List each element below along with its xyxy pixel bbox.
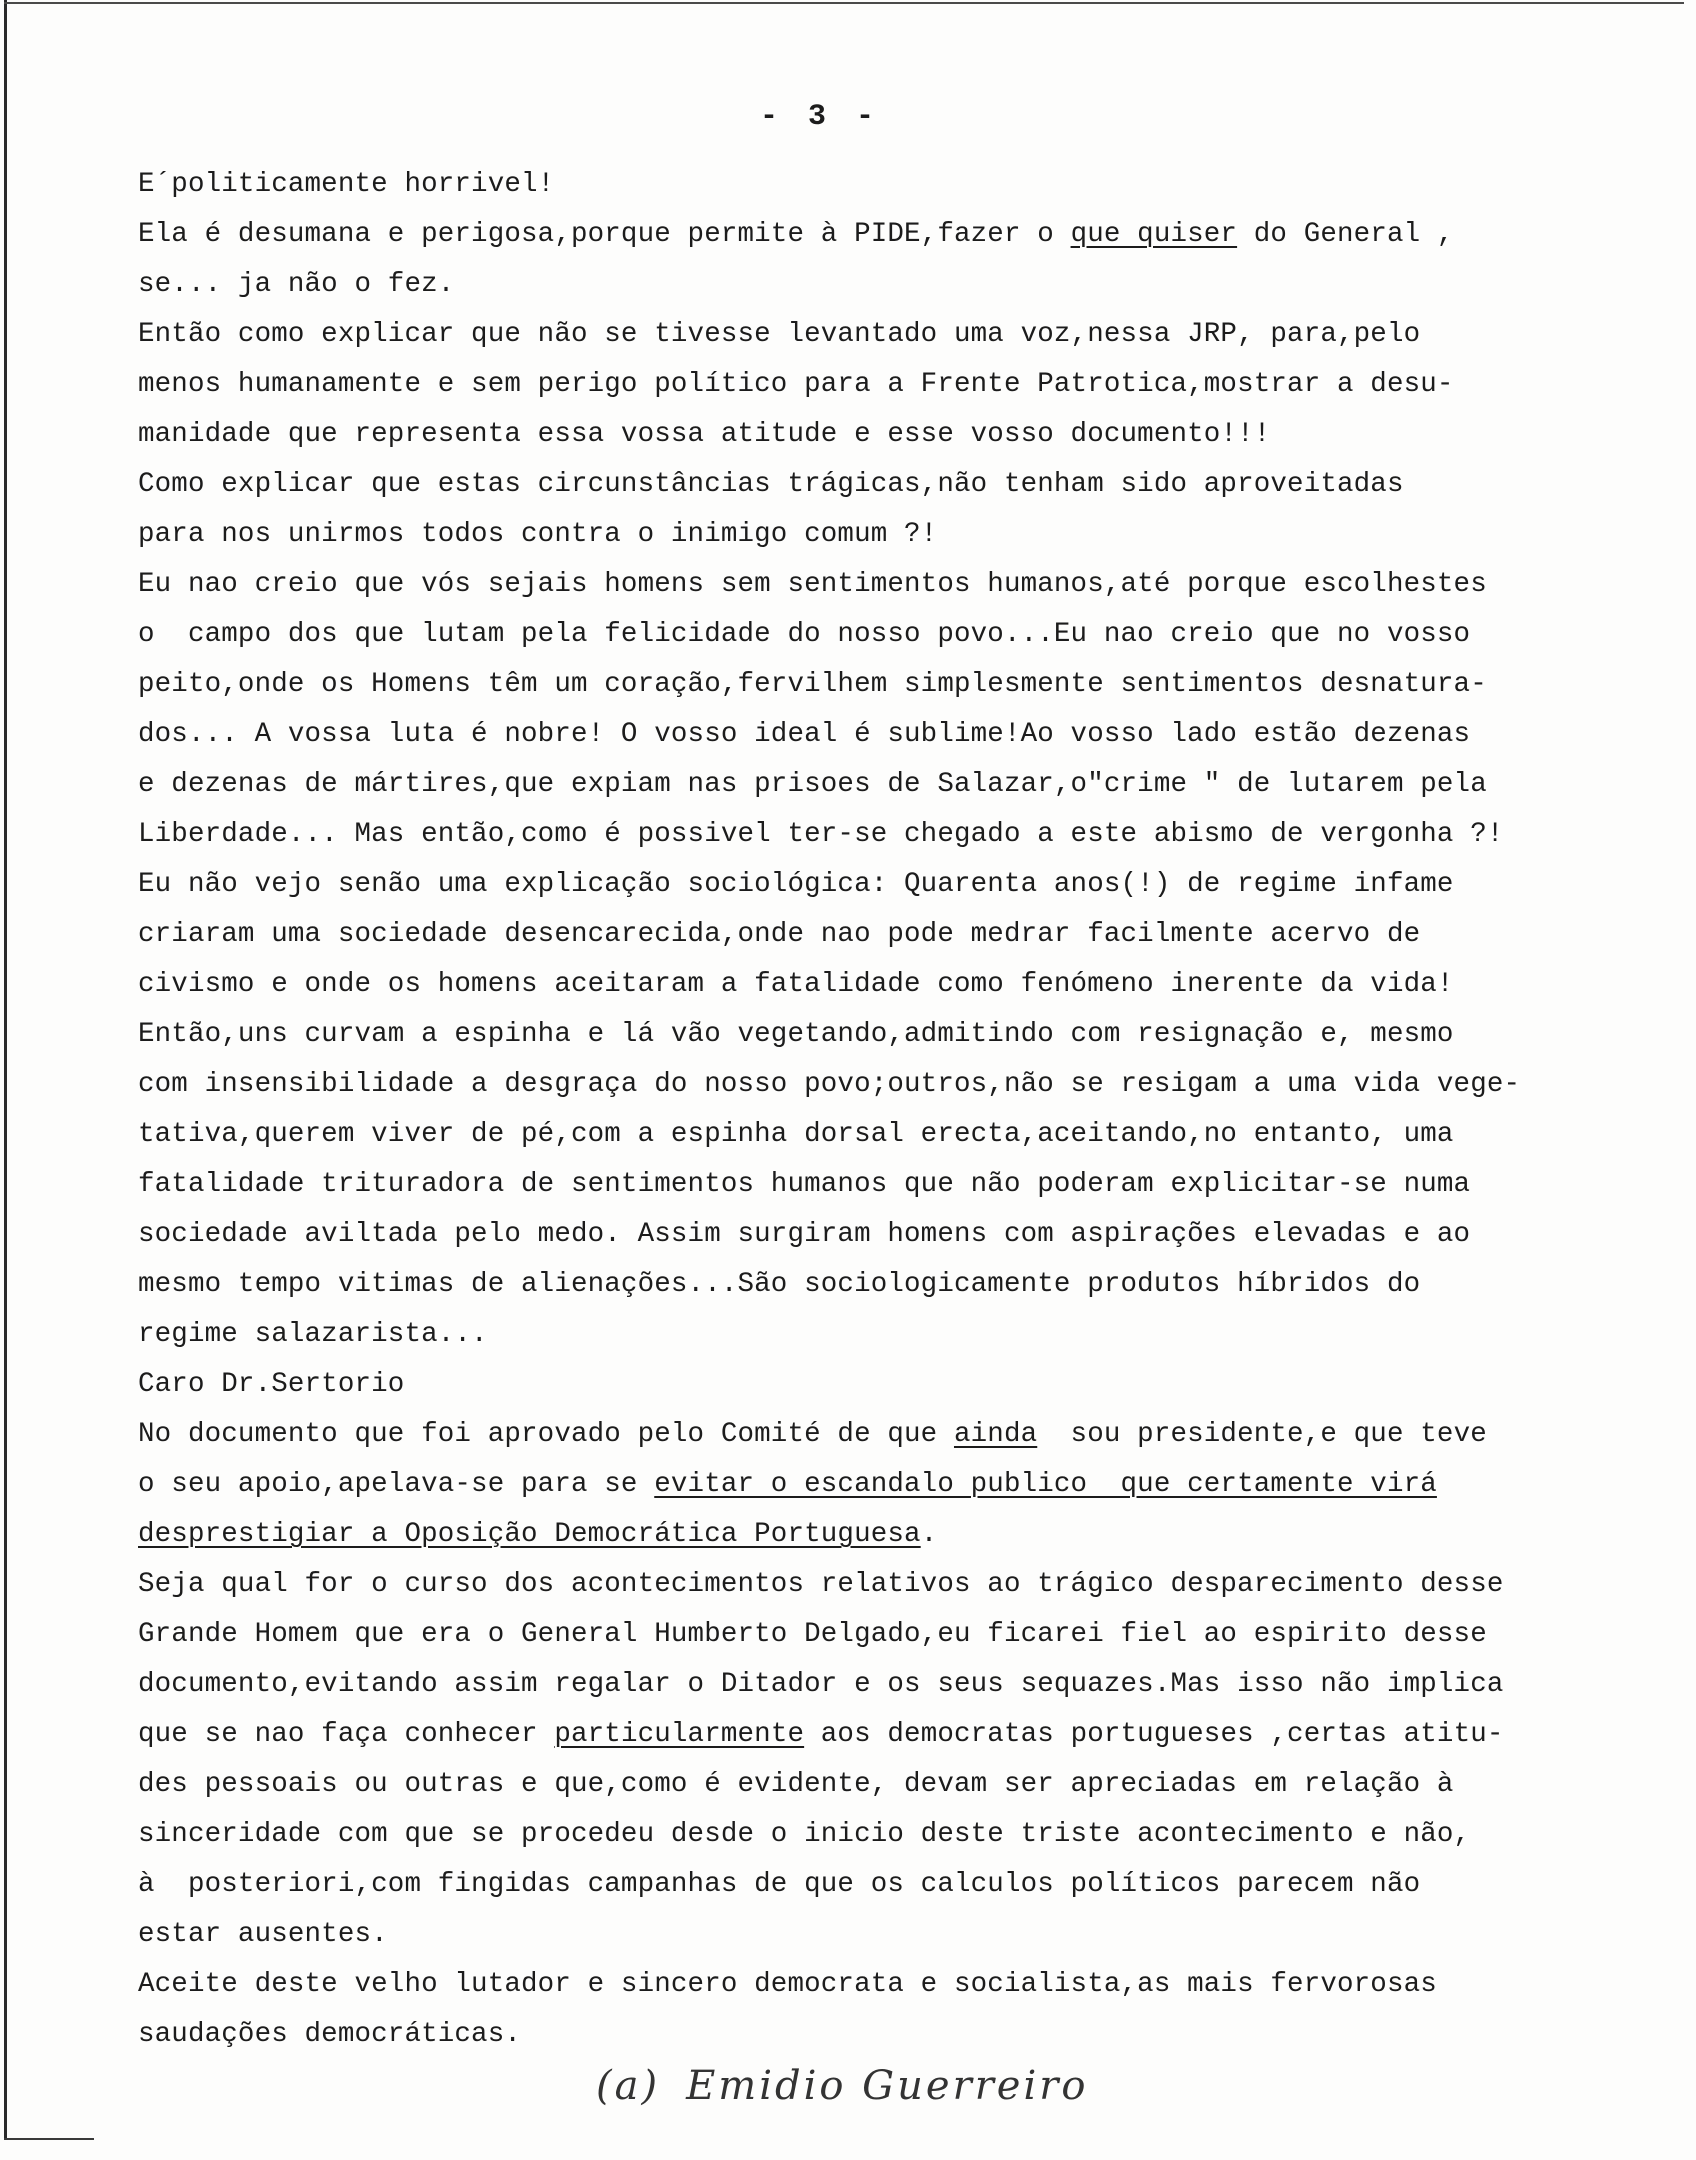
text-segment: Ela é desumana e perigosa,porque permite à PIDE,fazer o	[138, 219, 1071, 250]
text-line: civismo e onde os homens aceitaram a fatalidade como fenómeno inerente da vida!	[138, 969, 1454, 1000]
page-top-edge	[4, 2, 1684, 4]
text-line	[138, 210, 1658, 260]
text-line: para nos unirmos todos contra o inimigo comum ?!	[138, 519, 938, 550]
text-segment: do General ,	[1237, 219, 1454, 250]
text-segment: sou presidente,e que teve	[1037, 1419, 1487, 1450]
text-line: o campo dos que lutam pela felicidade do nosso povo...Eu nao creio que no vosso	[138, 619, 1471, 650]
text-line	[138, 1510, 1658, 1560]
text-line: manidade que representa essa vossa atitude e esse vosso documento!!!	[138, 419, 1271, 450]
handwritten-signature	[596, 2063, 1088, 2109]
text-line: fatalidade trituradora de sentimentos humanos que não poderam explicitar-se numa	[138, 1169, 1471, 1200]
text-line: Então,uns curvam a espinha e lá vão vegetando,admitindo com resignação e, mesmo	[138, 1019, 1454, 1050]
text-segment: aos democratas portugueses ,certas atitu-	[804, 1719, 1504, 1750]
text-line	[138, 1460, 1658, 1510]
text-line: Aceite deste velho lutador e sincero democrata e socialista,as mais fervorosas	[138, 1969, 1437, 2000]
text-line	[138, 1410, 1658, 1460]
text-line: des pessoais ou outras e que,como é evidente, devam ser apreciadas em relação à	[138, 1769, 1454, 1800]
text-line: Seja qual for o curso dos acontecimentos relativos ao trágico desparecimento desse	[138, 1569, 1504, 1600]
text-line: e dezenas de mártires,que expiam nas prisoes de Salazar,o"crime " de lutarem pela	[138, 769, 1487, 800]
text-line: dos... A vossa luta é nobre! O vosso ideal é sublime!Ao vosso lado estão dezenas	[138, 719, 1471, 750]
page-number: - 3 -	[760, 100, 881, 134]
text-segment: .	[920, 1519, 938, 1550]
text-line: sinceridade com que se procedeu desde o inicio deste triste acontecimento e não,	[138, 1819, 1471, 1850]
text-line: Então como explicar que não se tivesse levantado uma voz,nessa JRP, para,pelo	[138, 319, 1421, 350]
text-line	[138, 1710, 1658, 1760]
page-left-edge	[4, 0, 7, 2140]
signature-name: Emidio Guerreiro	[686, 2063, 1089, 2109]
text-line: à posteriori,com fingidas campanhas de que os calculos políticos parecem não	[138, 1869, 1421, 1900]
text-line: Como explicar que estas circunstâncias trágicas,não tenham sido aproveitadas	[138, 469, 1404, 500]
letter-body	[138, 160, 1658, 2060]
text-line: menos humanamente e sem perigo político para a Frente Patrotica,mostrar a desu-	[138, 369, 1454, 400]
text-segment: o seu apoio,apelava-se para se	[138, 1469, 655, 1500]
text-line: se... ja não o fez.	[138, 269, 455, 300]
text-line: regime salazarista...	[138, 1319, 488, 1350]
text-line: com insensibilidade a desgraça do nosso povo;outros,não se resigam a uma vida vege-	[138, 1069, 1521, 1100]
underlined-phrase: particularmente	[554, 1719, 805, 1750]
salutation-line: Caro Dr.Sertorio	[138, 1369, 405, 1400]
text-line: tativa,querem viver de pé,com a espinha dorsal erecta,aceitando,no entanto, uma	[138, 1119, 1454, 1150]
underlined-phrase: ainda	[953, 1419, 1038, 1450]
page-bottom-edge	[4, 2138, 94, 2140]
closing-line: saudações democráticas.	[138, 2019, 522, 2050]
underlined-phrase: desprestigiar a Oposição Democrática Portuguesa	[138, 1519, 921, 1550]
underlined-phrase: que quiser	[1070, 219, 1238, 250]
signature-prefix: (a)	[596, 2063, 661, 2109]
text-line: peito,onde os Homens têm um coração,fervilhem simplesmente sentimentos desnatura-	[138, 669, 1487, 700]
text-segment: que se nao faça conhecer	[138, 1719, 555, 1750]
text-line: sociedade aviltada pelo medo. Assim surgiram homens com aspirações elevadas e ao	[138, 1219, 1471, 1250]
text-line: Liberdade... Mas então,como é possivel ter-se chegado a este abismo de vergonha ?!	[138, 819, 1504, 850]
underlined-phrase: evitar o escandalo publico que certamente virá	[654, 1469, 1437, 1500]
text-line: Eu não vejo senão uma explicação sociológica: Quarenta anos(!) de regime infame	[138, 869, 1454, 900]
text-line: criaram uma sociedade desencarecida,onde nao pode medrar facilmente acervo de	[138, 919, 1421, 950]
text-segment: No documento que foi aprovado pelo Comité de que	[138, 1419, 954, 1450]
text-line: Grande Homem que era o General Humberto Delgado,eu ficarei fiel ao espirito desse	[138, 1619, 1487, 1650]
text-line: mesmo tempo vitimas de alienações...São sociologicamente produtos híbridos do	[138, 1269, 1421, 1300]
text-line: documento,evitando assim regalar o Ditador e os seus sequazes.Mas isso não implica	[138, 1669, 1504, 1700]
text-line: Eu nao creio que vós sejais homens sem sentimentos humanos,até porque escolhestes	[138, 569, 1487, 600]
text-line: E´politicamente horrivel!	[138, 169, 555, 200]
text-line: estar ausentes.	[138, 1919, 388, 1950]
